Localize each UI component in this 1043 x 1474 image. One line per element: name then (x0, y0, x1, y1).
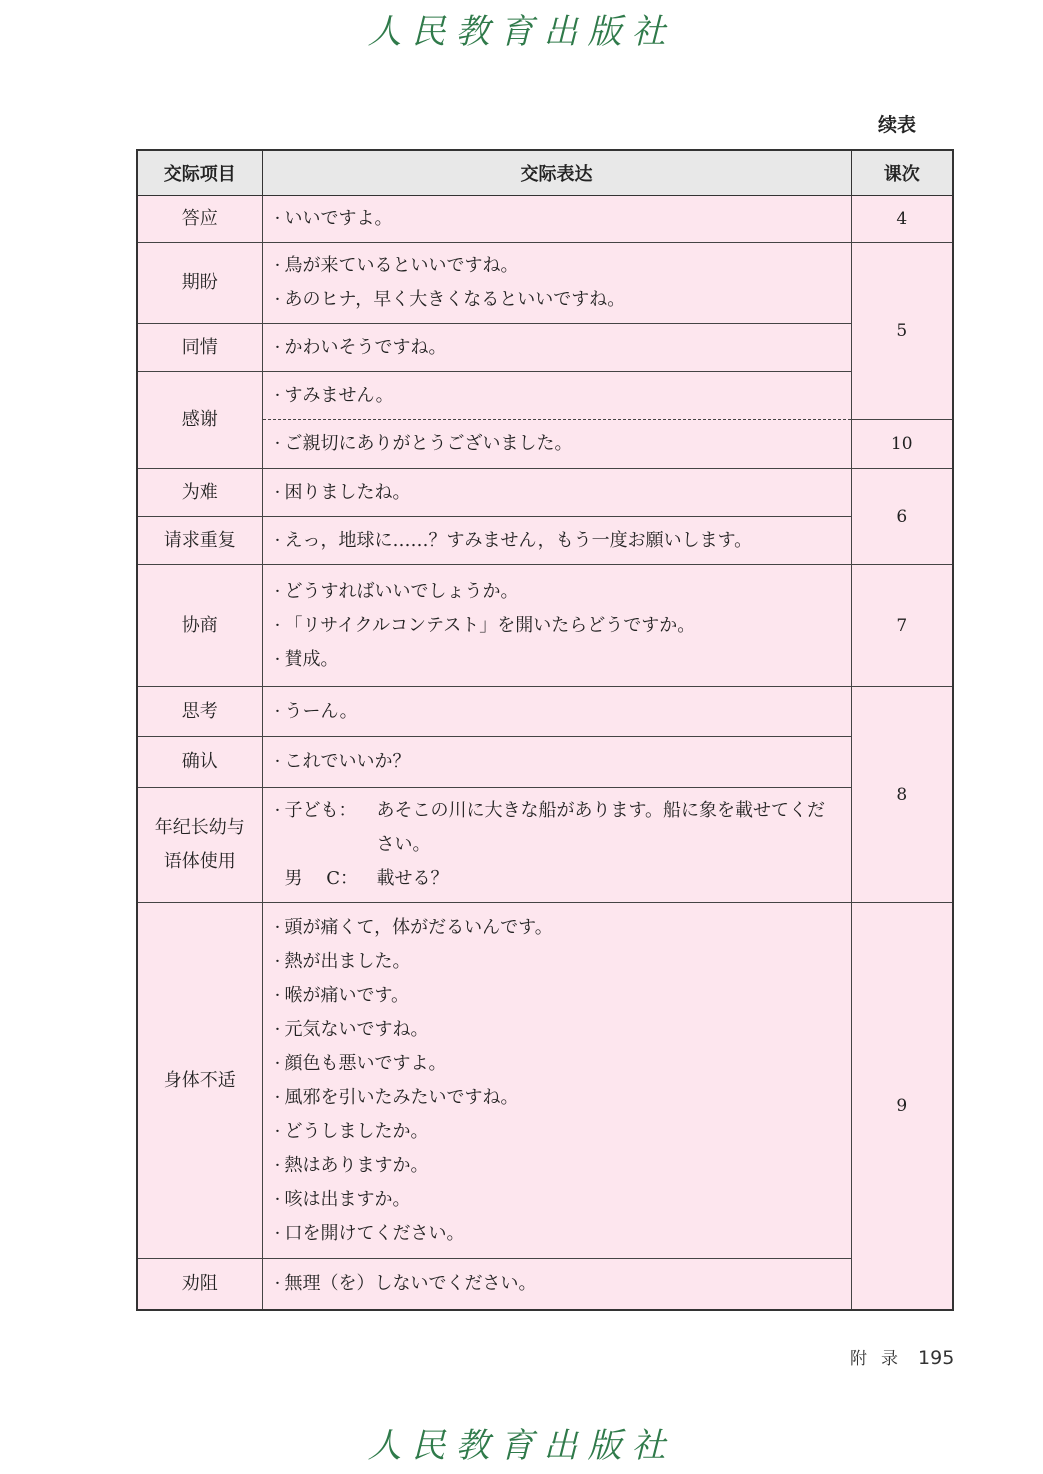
expression-line: · どうすればいいでしょうか。 (271, 575, 841, 609)
table-row (137, 1259, 953, 1310)
bullet-icon: · (274, 529, 281, 551)
expression-line: · 咳は出ますか。 (271, 1183, 841, 1217)
bullet-icon: · (274, 950, 281, 972)
appendix-label: 附录 (850, 1349, 912, 1369)
bullet-icon: · (274, 1188, 281, 1210)
expression-line: · 賛成。 (271, 643, 841, 677)
expression-line: · 無理（を）しないでください。 (271, 1267, 841, 1301)
dialogue-line (271, 794, 841, 862)
expression-line: · どうしましたか。 (271, 1115, 841, 1149)
bullet-icon: · (274, 208, 281, 229)
item-cell: 确认 (137, 737, 262, 788)
expression-cell (262, 565, 851, 687)
expression-cell (262, 687, 851, 737)
expression-line: · 「リサイクルコンテスト」を開いたらどうですか。 (271, 609, 841, 643)
lesson-cell: 5 (851, 243, 953, 420)
expression-line: · 口を開けてください。 (271, 1217, 841, 1251)
item-cell: 为难 (137, 469, 262, 517)
bullet-icon: · (274, 1052, 281, 1074)
bullet-icon: · (274, 1154, 281, 1176)
expression-cell (262, 1259, 851, 1310)
bullet-icon: · (274, 481, 281, 503)
expression-line: · 風邪を引いたみたいですね。 (271, 1081, 841, 1115)
expression-line: · いいですよ。 (271, 202, 841, 236)
expression-cell (262, 196, 851, 243)
table-row (137, 565, 953, 687)
header-expression: 交际表达 (262, 150, 851, 196)
continued-label: 续表 (878, 114, 917, 136)
expression-cell (262, 243, 851, 324)
bullet-icon: · (274, 614, 281, 636)
expression-cell (262, 420, 851, 469)
bullet-icon: · (274, 984, 281, 1006)
bullet-icon: · (274, 1018, 281, 1040)
bullet-icon: · (274, 1222, 281, 1244)
expression-line: · あのヒナ，早く大きくなるといいですね。 (271, 283, 841, 317)
item-cell: 协商 (137, 565, 262, 687)
expression-cell (262, 737, 851, 788)
expression-line: · うーん。 (271, 695, 841, 729)
expression-cell (262, 469, 851, 517)
table-header-row (137, 150, 953, 196)
table-row (137, 903, 953, 1259)
publisher-logo-top: 人民教育出版社 (367, 12, 676, 52)
expression-cell (262, 372, 851, 420)
expression-line: · 喉が痛いです。 (271, 979, 841, 1013)
lesson-cell: 7 (851, 565, 953, 687)
table-row (137, 469, 953, 517)
item-cell: 期盼 (137, 243, 262, 324)
item-cell: 劝阻 (137, 1259, 262, 1310)
expression-line: · かわいそうですね。 (271, 331, 841, 365)
bullet-icon: · (274, 751, 281, 772)
item-cell: 请求重复 (137, 517, 262, 565)
expression-line: · ご親切にありがとうございました。 (271, 427, 841, 461)
lesson-cell: 9 (851, 903, 953, 1310)
table-row (137, 737, 953, 788)
expression-line: · 熱はありますか。 (271, 1149, 841, 1183)
expression-cell (262, 517, 851, 565)
lesson-cell: 8 (851, 687, 953, 903)
item-cell: 同情 (137, 324, 262, 372)
table-row (137, 517, 953, 565)
bullet-icon: · (274, 1086, 281, 1108)
speech-text: あそこの川に大きな船があります。船に象を載せてください。 (376, 800, 826, 855)
item-cell: 答应 (137, 196, 262, 243)
table-row (137, 687, 953, 737)
expression-line: · 元気ないですね。 (271, 1013, 841, 1047)
expression-line: · すみません。 (271, 379, 841, 413)
lesson-cell: 6 (851, 469, 953, 565)
expression-line: · 頭が痛くて，体がだるいんです。 (271, 911, 841, 945)
bullet-icon: · (274, 1272, 281, 1294)
lesson-cell: 10 (851, 420, 953, 469)
bullet-icon: · (274, 384, 281, 406)
publisher-logo-bottom: 人民教育出版社 (367, 1426, 676, 1466)
dialogue-line (271, 862, 841, 896)
item-line: 年纪长幼与 (154, 817, 245, 838)
expression-line: · 鳥が来ているといいですね。 (271, 249, 841, 283)
page-number: 195 (918, 1347, 955, 1369)
item-cell: 思考 (137, 687, 262, 737)
expression-cell (262, 788, 851, 903)
bullet-icon: · (274, 580, 281, 602)
table-row (137, 196, 953, 243)
table-row (137, 324, 953, 372)
expression-line: · 困りましたね。 (271, 476, 841, 510)
speaker-label: 男 C： (284, 868, 358, 889)
item-cell: 感谢 (137, 372, 262, 469)
table-row (137, 788, 953, 903)
bullet-icon: · (274, 1120, 281, 1142)
table-row (137, 372, 953, 420)
table-row (137, 243, 953, 324)
bullet-icon: · (274, 648, 281, 670)
bullet-icon: · (274, 800, 281, 821)
item-cell: 身体不适 (137, 903, 262, 1259)
bullet-icon: · (274, 289, 281, 310)
speaker-label: 子ども： (284, 800, 357, 821)
bullet-icon: · (274, 433, 281, 454)
bullet-icon: · (274, 336, 281, 358)
bullet-icon: · (274, 255, 281, 276)
expression-line: · 熱が出ました。 (271, 945, 841, 979)
communication-table (136, 149, 954, 1311)
item-line: 语体使用 (163, 851, 236, 872)
expression-line: · えっ，地球に……？すみません，もう一度お願いします。 (271, 524, 841, 558)
expression-line: · これでいいか？ (271, 745, 841, 779)
expression-cell (262, 903, 851, 1259)
speech-text: 載せる？ (376, 868, 449, 889)
header-item: 交际项目 (137, 150, 262, 196)
bullet-icon: · (274, 700, 281, 722)
bullet-icon: · (274, 916, 281, 938)
item-cell (137, 788, 262, 903)
expression-cell (262, 324, 851, 372)
header-lesson: 课次 (851, 150, 953, 196)
expression-line: · 顔色も悪いですよ。 (271, 1047, 841, 1081)
page-footer (850, 1344, 954, 1369)
lesson-cell: 4 (851, 196, 953, 243)
